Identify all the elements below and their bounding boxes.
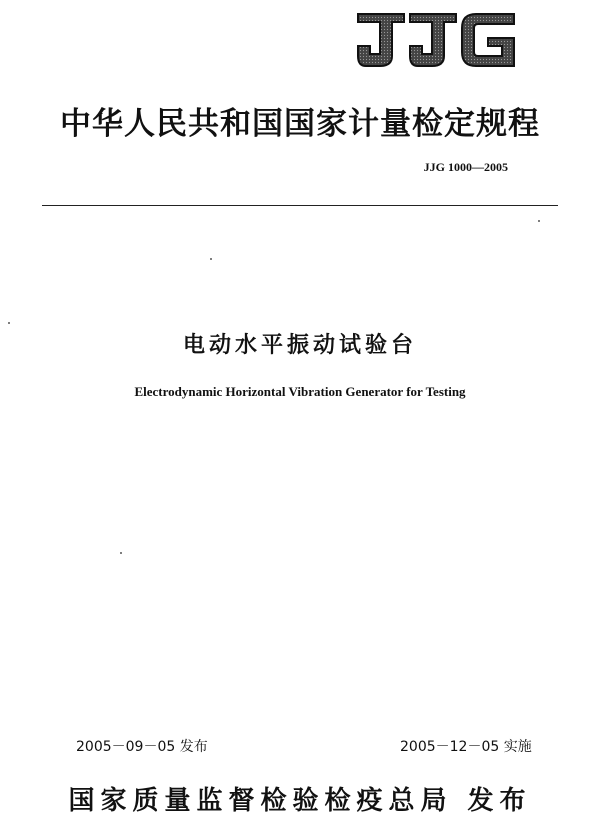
publisher: 国家质量监督检验检疫总局 发布: [68, 786, 532, 816]
header-divider: [42, 205, 558, 206]
effective-date: 2005－12－05 实施: [400, 739, 532, 755]
scan-speck: [210, 258, 212, 260]
issue-date: 2005－09－05 发布: [76, 739, 208, 755]
scan-speck: [8, 322, 10, 324]
document-title-en: Electrodynamic Horizontal Vibration Generator for Testing: [134, 384, 466, 399]
jjg-logo-graphic: [356, 10, 518, 70]
regulation-category-title: 中华人民共和国国家计量检定规程: [60, 106, 540, 142]
document-title-cn: 电动水平振动试验台: [182, 333, 417, 358]
scan-speck: [538, 220, 540, 222]
scan-speck: [120, 552, 122, 554]
standard-number: JJG 1000—2005: [423, 160, 508, 174]
jjg-logo-icon: [356, 10, 518, 70]
